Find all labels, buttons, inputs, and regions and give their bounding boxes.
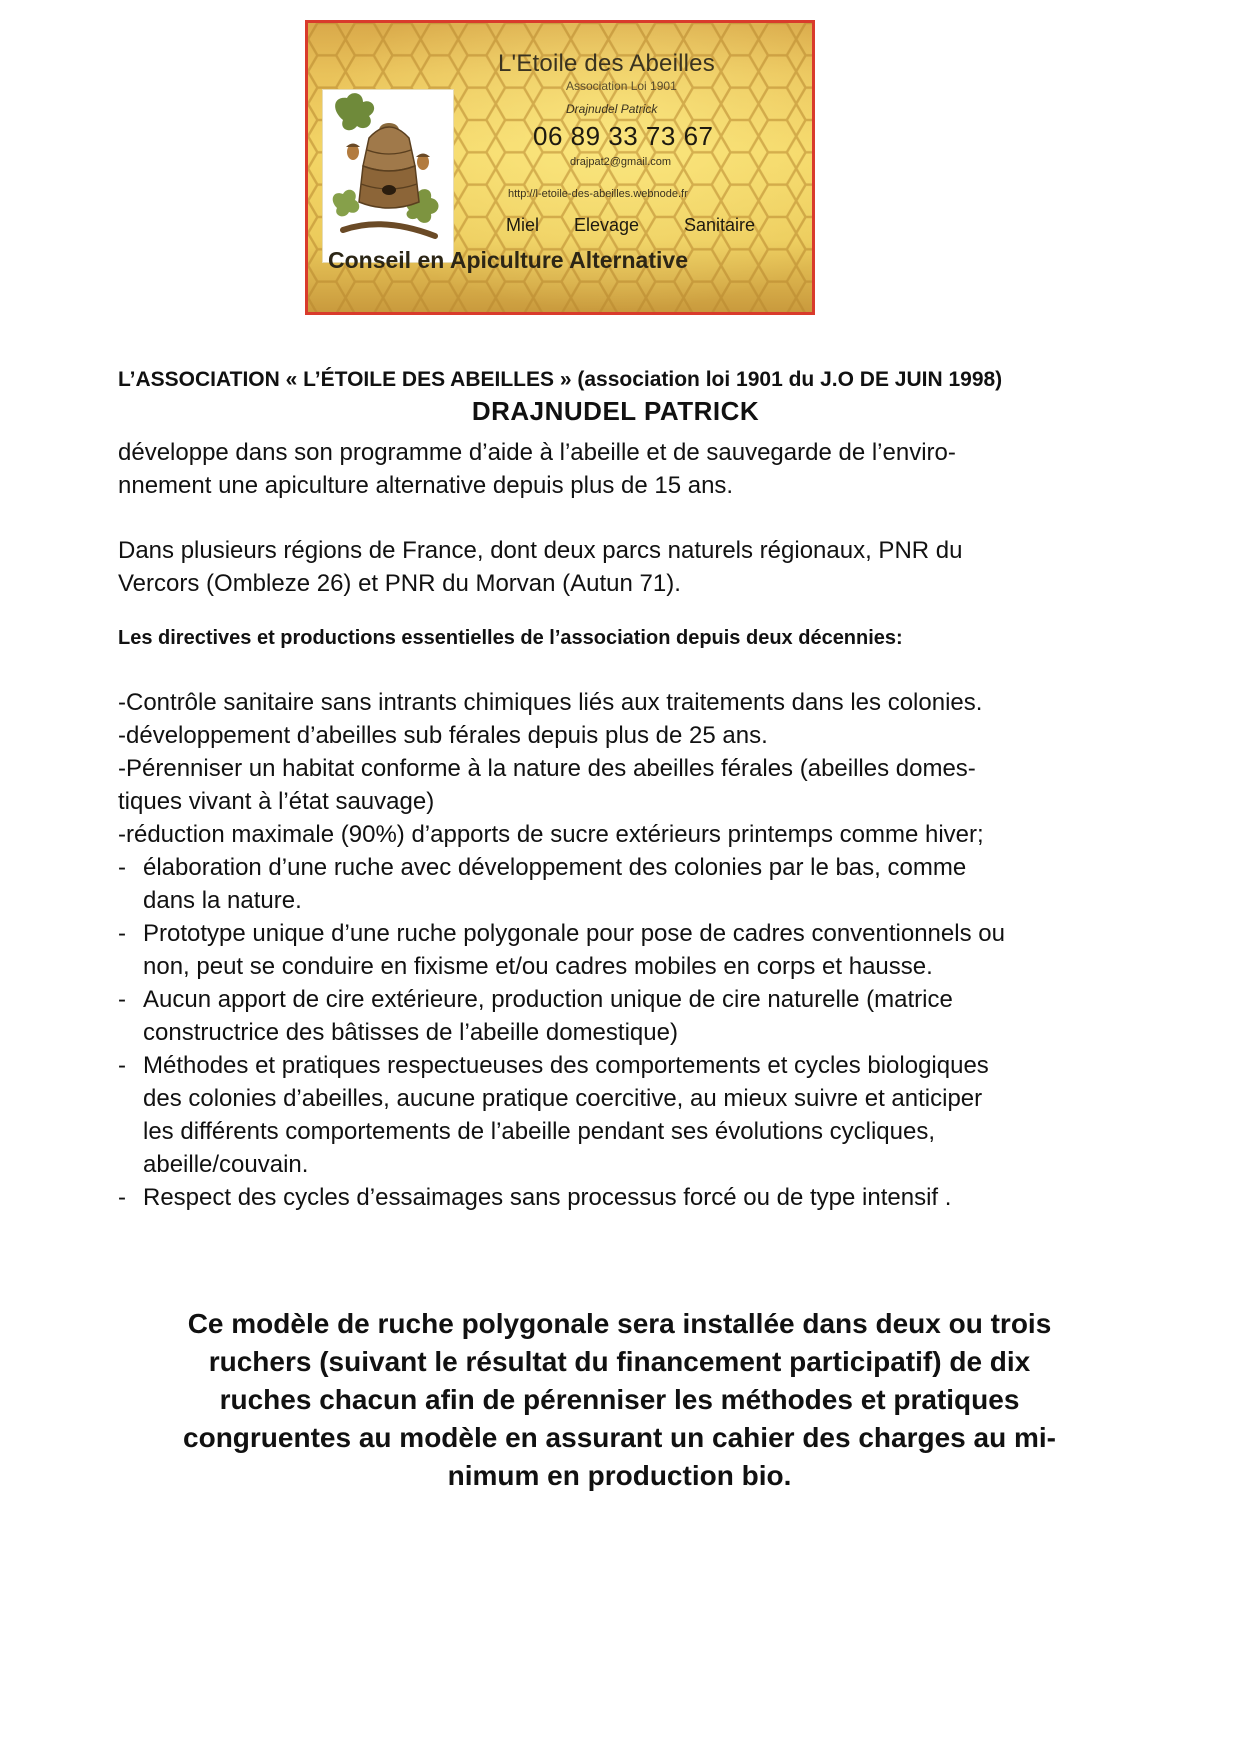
person-name-text: DRAJNUDEL PATRICK — [471, 396, 760, 426]
card-service-sanitary: Sanitaire — [684, 215, 756, 235]
association-header: L’ASSOCIATION « L’ÉTOILE DES ABEILLES » (association loi 1901 du J.O DE JUIN 1998) — [118, 368, 1003, 391]
directive-line-3: -Pérenniser un habitat conforme à la nature des abeilles férales (abeilles domes- — [118, 755, 976, 782]
closing-paragraph — [0, 1305, 1239, 1495]
closing-line-5: nimum en production bio. — [447, 1460, 792, 1491]
bullet-3-line-1: Aucun apport de cire extérieure, production unique de cire naturelle (matrice — [143, 986, 953, 1013]
directive-line-1: -Contrôle sanitaire sans intrants chimiques liés aux traitements dans les colonies. — [118, 689, 983, 716]
closing-line-1: Ce modèle de ruche polygonale sera installée dans deux ou trois — [187, 1308, 1052, 1339]
regions-line-1: Dans plusieurs régions de France, dont deux parcs naturels régionaux, PNR du — [118, 537, 963, 564]
card-email: drajpat2@gmail.com — [570, 156, 672, 168]
bullet-5-line-1: Respect des cycles d’essaimages sans processus forcé ou de type intensif . — [143, 1184, 952, 1211]
card-phone: 06 89 33 73 67 — [533, 121, 714, 151]
bullet-4-line-4: abeille/couvain. — [143, 1151, 309, 1178]
closing-line-2: ruchers (suivant le résultat du financement participatif) de dix — [208, 1346, 1031, 1377]
card-service-honey: Miel — [506, 215, 540, 235]
bullet-dash: - — [118, 1184, 126, 1211]
closing-line-4: congruentes au modèle en assurant un cahier des charges au mi- — [183, 1422, 1056, 1453]
directives-heading: Les directives et productions essentielles de l’association depuis deux décennies: — [118, 627, 903, 649]
bullet-4-line-2: des colonies d’abeilles, aucune pratique coercitive, au mieux suivre et anticiper — [143, 1085, 983, 1112]
directive-line-4: tiques vivant à l’état sauvage) — [118, 788, 435, 815]
bullet-1-line-1: élaboration d’une ruche avec développement des colonies par le bas, comme — [143, 854, 967, 881]
regions-line-2: Vercors (Ombleze 26) et PNR du Morvan (Autun 71). — [118, 570, 681, 597]
card-service-breeding: Elevage — [574, 215, 640, 235]
person-name — [0, 396, 1239, 427]
business-card — [305, 20, 815, 315]
intro-line-1: développe dans son programme d’aide à l’abeille et de sauvegarde de l’enviro- — [118, 439, 956, 466]
card-slogan: Conseil en Apiculture Alternative — [328, 247, 688, 273]
bullet-1-line-2: dans la nature. — [143, 887, 302, 914]
bullet-dash: - — [118, 986, 126, 1013]
bullet-4-line-3: les différents comportements de l’abeille pendant ses évolutions cycliques, — [143, 1118, 935, 1145]
bullet-dash: - — [118, 1052, 126, 1079]
bullet-3-line-2: constructrice des bâtisses de l’abeille domestique) — [143, 1019, 678, 1046]
card-association-type: Association Loi 1901 — [566, 79, 677, 93]
directive-line-5: -réduction maximale (90%) d’apports de sucre extérieurs printemps comme hiver; — [118, 821, 984, 848]
card-person-name: Drajnudel Patrick — [566, 102, 658, 116]
bee-hive-illustration — [322, 89, 454, 263]
directive-line-2: -développement d’abeilles sub férales depuis plus de 25 ans. — [118, 722, 768, 749]
bullet-4-line-1: Méthodes et pratiques respectueuses des comportements et cycles biologiques — [143, 1052, 989, 1079]
closing-line-3: ruches chacun afin de pérenniser les méthodes et pratiques — [219, 1384, 1020, 1415]
card-title: L'Etoile des Abeilles — [498, 50, 715, 77]
bullet-dash: - — [118, 920, 126, 947]
card-website: http://l-etoile-des-abeilles.webnode.fr — [508, 188, 688, 200]
intro-line-2: nnement une apiculture alternative depuis plus de 15 ans. — [118, 472, 734, 499]
bullet-2-line-2: non, peut se conduire en fixisme et/ou cadres mobiles en corps et hausse. — [143, 953, 933, 980]
bullet-dash: - — [118, 854, 126, 881]
bullet-2-line-1: Prototype unique d’une ruche polygonale pour pose de cadres conventionnels ou — [143, 920, 1005, 947]
